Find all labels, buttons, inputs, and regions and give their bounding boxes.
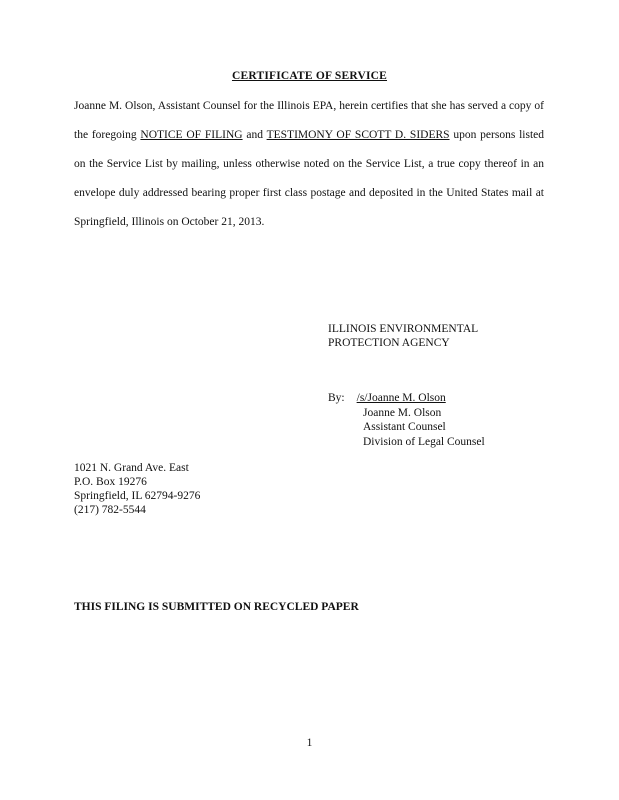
body-intro: Joanne M. Olson, Assistant Counsel for the Illinois EPA, herein certifies that she has served a copy of the foregoing	[74, 100, 544, 141]
page-number: 1	[306, 737, 313, 749]
document-title: CERTIFICATE OF SERVICE	[231, 70, 388, 82]
recycled-paper-notice: THIS FILING IS SUBMITTED ON RECYCLED PAPER	[74, 601, 359, 613]
address-street: 1021 N. Grand Ave. East	[74, 462, 189, 474]
address-phone: (217) 782-5544	[74, 504, 146, 516]
by-label: By:	[328, 392, 345, 404]
agency-block	[328, 322, 478, 350]
signatory-title: Assistant Counsel	[363, 421, 446, 433]
testimony-reference: TESTIMONY OF SCOTT D. SIDERS	[266, 129, 450, 141]
electronic-signature: /s/Joanne M. Olson	[356, 392, 446, 404]
signatory-division: Division of Legal Counsel	[363, 435, 485, 448]
notice-of-filing-link: NOTICE OF FILING	[140, 129, 243, 141]
body-and: and	[246, 129, 263, 141]
certificate-body	[74, 92, 544, 237]
signatory-name: Joanne M. Olson	[363, 406, 442, 419]
agency-line-1: ILLINOIS ENVIRONMENTAL	[328, 323, 479, 335]
address-po-box: P.O. Box 19276	[74, 476, 147, 488]
address-city: Springfield, IL 62794-9276	[74, 490, 201, 502]
agency-line-2: PROTECTION AGENCY	[328, 337, 450, 349]
signature-line	[328, 391, 485, 406]
body-rest: upon persons listed on the Service List by mailing, unless otherwise noted on the Service List, a true copy thereof in an envelope duly addressed bearing proper first class postage and deposited in the United States mail at Springfield, Illinois on October 21, 2013.	[74, 129, 545, 228]
signatory-details	[328, 406, 485, 450]
signature-block	[328, 391, 485, 449]
address-block	[74, 461, 200, 517]
